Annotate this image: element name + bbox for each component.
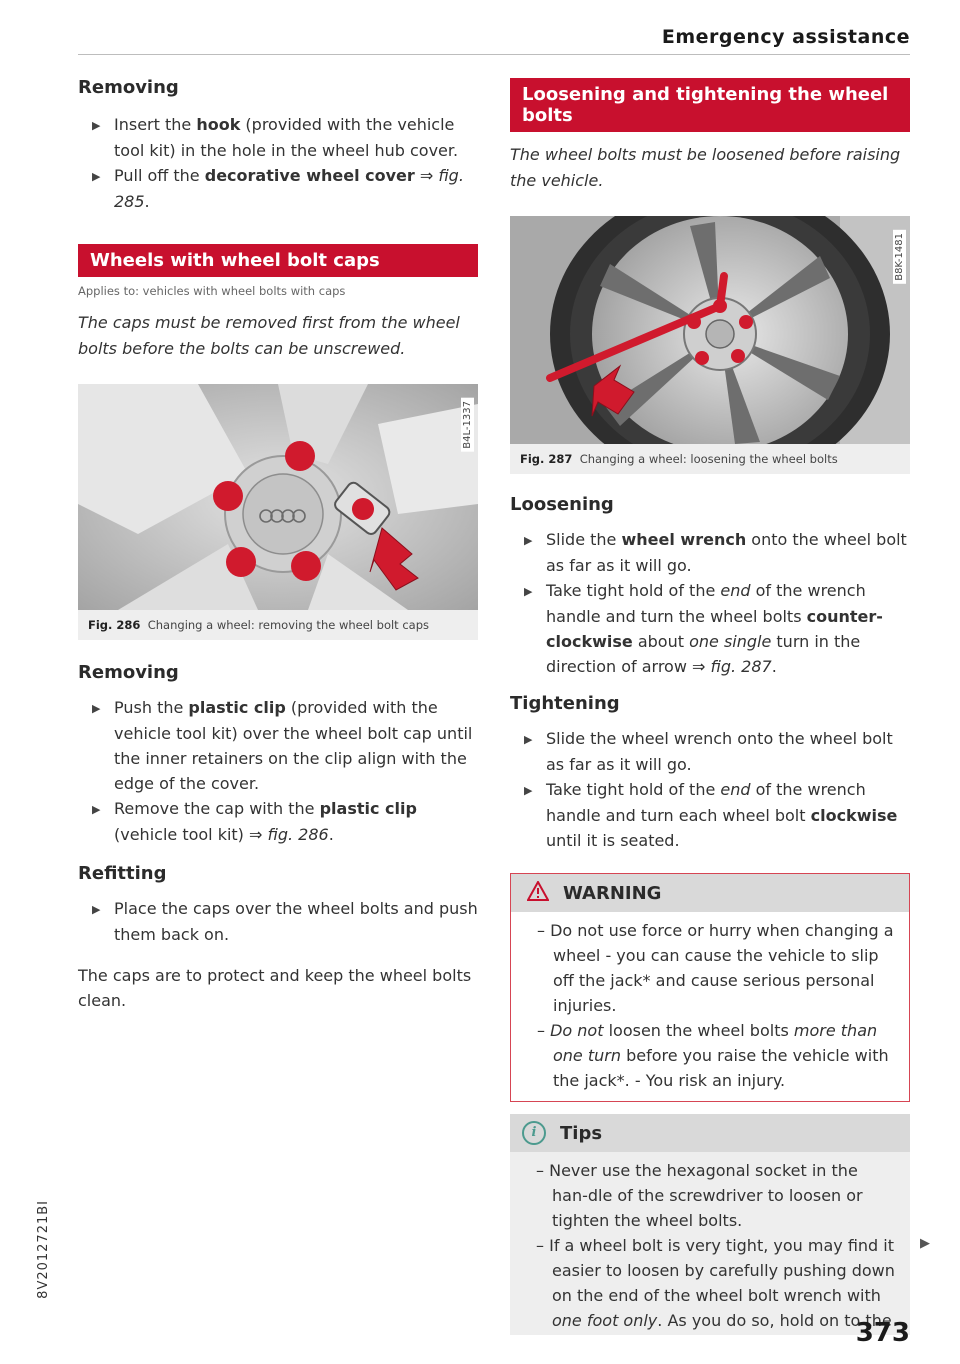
closing-paragraph: The caps are to protect and keep the wheel bolts clean.: [78, 966, 472, 1010]
tightening-bullet-2: ▶ Take tight hold of the end of the wrench handle and turn each wheel bolt clockwise until it is seated.: [524, 780, 898, 850]
tip-item-1: – Never use the hexagonal socket in the han-dle of the screwdriver to loosen or tighten the wheel bolts.: [536, 1161, 863, 1230]
tightening-bullet-1: ▶ Slide the wheel wrench onto the wheel bolt as far as it will go.: [524, 729, 893, 774]
applies-to-note: Applies to: vehicles with wheel bolts with caps: [78, 284, 346, 298]
warning-title: WARNING: [563, 882, 662, 904]
loosening-bullet-2: ▶ Take tight hold of the end of the wrench handle and turn the wheel bolts counter-clockwise about one single turn in the direction of arrow ⇒ fig. 287.: [524, 581, 883, 676]
wheel-bolt-caps-illustration: [78, 384, 478, 610]
figure-286-caption: Fig. 286 Changing a wheel: removing the wheel bolt caps: [78, 610, 478, 640]
loosening-heading: Loosening: [510, 494, 614, 515]
right-column: [510, 72, 910, 1335]
tightening-heading: Tightening: [510, 693, 620, 714]
page-number: 373: [855, 1318, 910, 1348]
continue-arrow-icon: ▶: [920, 1236, 930, 1251]
bullet-marker-icon: ▶: [92, 119, 101, 132]
figure-code: B4L-1337: [461, 398, 474, 452]
warning-triangle-icon: [527, 881, 549, 906]
bullet-marker-icon: ▶: [92, 702, 101, 715]
removing-bullet-1: ▶ Insert the hook (provided with the vehicle tool kit) in the hole in the wheel hub cover.: [92, 115, 459, 160]
fig-reference-link[interactable]: fig. 285: [114, 166, 464, 211]
warning-header: [511, 874, 909, 912]
bullet-marker-icon: ▶: [524, 585, 533, 598]
warning-item-2: – Do not loosen the wheel bolts more than one turn before you raise the vehicle with the jack*. - You risk an injury.: [537, 1021, 889, 1090]
section-title-wheel-bolt-caps: Wheels with wheel bolt caps: [78, 244, 478, 277]
section-title-loosening-tightening: Loosening and tightening the wheel bolts: [510, 78, 910, 132]
fig-reference-link[interactable]: fig. 287: [710, 657, 772, 676]
fig-reference-link[interactable]: fig. 286: [267, 825, 329, 844]
bullet-marker-icon: ▶: [92, 903, 101, 916]
warning-item-1: – Do not use force or hurry when changing a wheel - you can cause the vehicle to slip off the jack* and cause serious personal injuries.: [537, 921, 894, 1015]
info-icon: i: [522, 1121, 546, 1145]
wheel-wrench-illustration: [510, 216, 910, 444]
warning-box: [510, 873, 910, 1102]
tip-item-2: – If a wheel bolt is very tight, you may find it easier to loosen by carefully pushing down on the end of the wheel bolt wrench with one foot only. As you do so, hold on to the: [536, 1236, 895, 1330]
bullet-marker-icon: ▶: [92, 170, 101, 183]
figure-287: [510, 216, 910, 444]
tips-body: [510, 1152, 910, 1335]
bullet-marker-icon: ▶: [524, 534, 533, 547]
document-code: 8V2012721BI: [36, 1200, 51, 1299]
header-rule: [78, 54, 910, 55]
section-intro-right: The wheel bolts must be loosened before raising the vehicle.: [510, 145, 901, 190]
removing-heading: Removing: [78, 77, 179, 98]
loosening-bullet-1: ▶ Slide the wheel wrench onto the wheel bolt as far as it will go.: [524, 530, 907, 575]
removing-bullet-2: ▶ Pull off the decorative wheel cover ⇒ fig. 285.: [92, 166, 464, 211]
removing-caps-bullet-2: ▶ Remove the cap with the plastic clip (vehicle tool kit) ⇒ fig. 286.: [92, 799, 417, 844]
warning-body: [511, 912, 909, 1101]
figure-286: [78, 384, 478, 610]
left-column: [78, 72, 478, 1013]
bullet-marker-icon: ▶: [524, 784, 533, 797]
refitting-heading: Refitting: [78, 863, 167, 884]
tips-box: [510, 1114, 910, 1335]
refitting-bullet: ▶ Place the caps over the wheel bolts and push them back on.: [92, 899, 478, 944]
removing-caps-heading: Removing: [78, 662, 179, 683]
section-intro: The caps must be removed first from the wheel bolts before the bolts can be unscrewed.: [78, 313, 460, 358]
running-head: Emergency assistance: [661, 26, 910, 48]
tips-title: Tips: [560, 1122, 603, 1144]
figure-287-caption: Fig. 287 Changing a wheel: loosening the wheel bolts: [510, 444, 910, 474]
tips-header: [510, 1114, 910, 1152]
removing-caps-bullet-1: ▶ Push the plastic clip (provided with the vehicle tool kit) over the wheel bolt cap until the inner retainers on the clip align with the edge of the cover.: [92, 698, 473, 793]
bullet-marker-icon: ▶: [524, 733, 533, 746]
bullet-marker-icon: ▶: [92, 803, 101, 816]
figure-code: B8K-1481: [893, 230, 906, 284]
